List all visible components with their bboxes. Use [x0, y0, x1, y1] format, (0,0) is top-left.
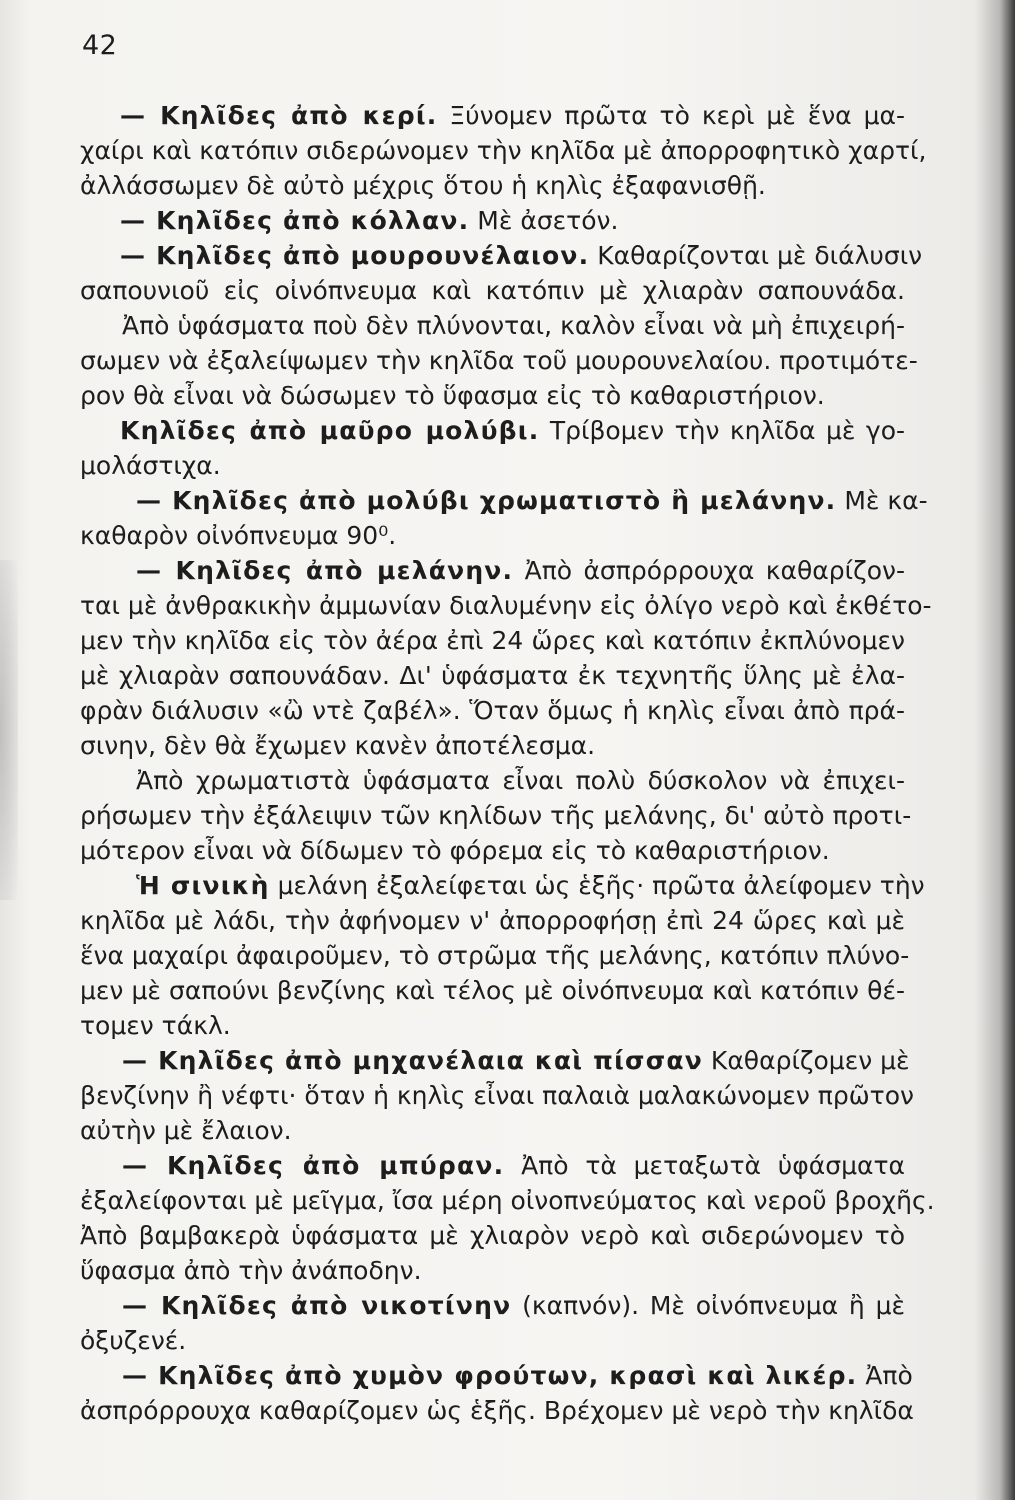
line-text: Μὲ ἀσετόν.: [469, 206, 619, 235]
page-number: 42: [82, 30, 118, 61]
text-line: [80, 168, 905, 203]
text-line: [80, 938, 910, 973]
line-text: μολάστιχα.: [80, 451, 221, 480]
text-line: [80, 1113, 905, 1148]
line-text: αὐτὴν μὲ ἔλαιον.: [80, 1116, 292, 1145]
line-text: τομεν τάκλ.: [80, 1011, 231, 1040]
line-text: ὕφασμα ἀπὸ τὴν ἀνάποδην.: [80, 1256, 422, 1285]
line-text: μελάνη ἐξαλείφεται ὡς ἑξῆς· πρῶτα ἀλείφομεν τὴν: [269, 871, 925, 900]
line-text: Ἀπὸ ὑφάσματα ποὺ δὲν πλύνονται, καλὸν εἶναι νὰ μὴ ἐπιχειρή-: [122, 311, 905, 340]
text-line: [80, 1393, 914, 1428]
line-text: ἀσπρόρρουχα καθαρίζομεν ὡς ἑξῆς. Βρέχομεν μὲ νερὸ τὴν κηλῖδα: [80, 1396, 914, 1425]
text-line: [80, 728, 905, 763]
line-text: Ἀπὸ: [857, 1361, 913, 1390]
text-line: [80, 1218, 905, 1253]
line-text: Ἀπὸ βαμβακερὰ ὑφάσματα μὲ χλιαρὸν νερὸ καὶ σιδερώνομεν τὸ: [80, 1221, 905, 1250]
text-line: [80, 973, 905, 1008]
stain-heading: — Κηλῖδες ἀπὸ μηχανέλαια καὶ πίσσαν: [122, 1046, 703, 1075]
body-text: [80, 98, 935, 1428]
text-line: [80, 1148, 905, 1183]
line-text: Καθαρίζομεν μὲ: [702, 1046, 910, 1075]
text-line: [80, 308, 905, 343]
text-line: [80, 588, 932, 623]
line-text: Μὲ κα-: [836, 486, 928, 515]
line-text: βενζίνην ἢ νέφτι· ὅταν ἡ κηλὶς εἶναι παλαιὰ μαλακώνομεν πρῶτον: [80, 1081, 914, 1110]
text-line: [80, 553, 905, 588]
line-text: ἐξαλείφονται μὲ μεῖγμα, ἴσα μέρη οἰνοπνεύματος καὶ νεροῦ βροχῆς.: [80, 1186, 935, 1215]
stain-heading: — Κηλῖδες ἀπὸ χυμὸν φρούτων, κρασὶ καὶ λικέρ.: [122, 1361, 858, 1390]
line-text: ρήσωμεν τὴν ἐξάλειψιν τῶν κηλίδων τῆς μελάνης, δι' αὐτὸ προτι-: [80, 801, 912, 830]
text-line: [80, 483, 928, 518]
text-line: [80, 1288, 905, 1323]
text-line: [80, 203, 905, 238]
line-text: ται μὲ ἀνθρακικὴν ἀμμωνίαν διαλυμένην εἰς ὀλίγο νερὸ καὶ ἐκθέτο-: [80, 591, 932, 620]
text-line: [80, 693, 905, 728]
line-text: μὲ χλιαρὰν σαπουνάδαν. Δι' ὑφάσματα ἐκ τεχνητῆς ὕλης μὲ ἐλα-: [80, 661, 905, 690]
text-line: [80, 658, 905, 693]
line-text: μεν μὲ σαπούνι βενζίνης καὶ τέλος μὲ οἰνόπνευμα καὶ κατόπιν θέ-: [80, 976, 905, 1005]
line-text: κηλῖδα μὲ λάδι, τὴν ἀφήνομεν ν' ἀπορροφήσῃ ἐπὶ 24 ὥρες καὶ μὲ: [80, 906, 905, 935]
stain-heading: Ἡ σινικὴ: [136, 871, 270, 900]
text-line: [80, 448, 905, 483]
line-text: (καπνόν). Μὲ οἰνόπνευμα ἢ μὲ: [511, 1291, 905, 1320]
text-line: [80, 1008, 905, 1043]
text-line: [80, 1043, 910, 1078]
text-line: [80, 623, 905, 658]
text-line: [80, 1078, 914, 1113]
line-text: σαπουνιοῦ εἰς οἰνόπνευμα καὶ κατόπιν μὲ χλιαρὰν σαπουνάδα.: [80, 276, 905, 305]
line-text: Καθαρίζονται μὲ διάλυσιν: [589, 241, 923, 270]
stain-heading: — Κηλῖδες ἀπὸ μολύβι χρωματιστὸ ἢ μελάνην.: [136, 486, 837, 515]
text-line: [80, 798, 912, 833]
line-text: χαίρι καὶ κατόπιν σιδερώνομεν τὴν κηλῖδα μὲ ἀπορροφητικὸ χαρτί,: [80, 136, 927, 165]
line-text: ἀλλάσσωμεν δὲ αὐτὸ μέχρις ὅτου ἡ κηλὶς ἐξαφανισθῇ.: [80, 171, 766, 200]
text-line: [80, 903, 905, 938]
stain-heading: — Κηλῖδες ἀπὸ νικοτίνην: [122, 1291, 512, 1320]
text-line: [80, 763, 905, 798]
line-text: σινην, δὲν θὰ ἔχωμεν κανὲν ἀποτέλεσμα.: [80, 731, 596, 760]
line-text: ρον θὰ εἶναι νὰ δώσωμεν τὸ ὕφασμα εἰς τὸ καθαριστήριον.: [80, 381, 825, 410]
stain-heading: — Κηλῖδες ἀπὸ κόλλαν.: [120, 206, 470, 235]
line-text: μότερον εἶναι νὰ δίδωμεν τὸ φόρεμα εἰς τὸ καθαριστήριον.: [80, 836, 830, 865]
text-line: [80, 238, 923, 273]
line-text: μεν τὴν κηλῖδα εἰς τὸν ἀέρα ἐπὶ 24 ὥρες καὶ κατόπιν ἐκπλύνομεν: [80, 626, 905, 655]
stain-heading: Κηλῖδες ἀπὸ μαῦρο μολύβι.: [120, 416, 540, 445]
line-text: Ἀπὸ ἀσπρόρρουχα καθαρίζον-: [513, 556, 905, 585]
text-line: [80, 833, 905, 868]
line-text: σωμεν νὰ ἐξαλείψωμεν τὴν κηλῖδα τοῦ μουρουνελαίου. προτιμότε-: [80, 346, 918, 375]
text-line: [80, 133, 927, 168]
line-text: φρὰν διάλυσιν «ὢ ντὲ ζαβέλ». Ὅταν ὅμως ἡ κηλὶς εἶναι ἀπὸ πρά-: [80, 696, 905, 725]
line-text: καθαρὸν οἰνόπνευμα 90⁰.: [80, 521, 397, 550]
text-line: [80, 1358, 913, 1393]
text-line: [80, 1253, 905, 1288]
text-line: [80, 273, 905, 308]
stain-heading: — Κηλῖδες ἀπὸ κερί.: [120, 101, 438, 130]
text-line: [80, 1183, 935, 1218]
text-line: [80, 518, 905, 553]
text-line: [80, 343, 918, 378]
line-text: Ἀπὸ τὰ μεταξωτὰ ὑφάσματα: [504, 1151, 905, 1180]
line-text: Ξύνομεν πρῶτα τὸ κερὶ μὲ ἕνα μα-: [437, 101, 905, 130]
text-line: [80, 868, 925, 903]
stain-heading: — Κηλῖδες ἀπὸ μουρουνέλαιον.: [120, 241, 590, 270]
text-line: [80, 1323, 905, 1358]
line-text: ἕνα μαχαίρι ἀφαιροῦμεν, τὸ στρῶμα τῆς μελάνης, κατόπιν πλύνο-: [80, 941, 910, 970]
page-shadow: [0, 560, 18, 900]
stain-heading: — Κηλῖδες ἀπὸ μελάνην.: [136, 556, 514, 585]
text-line: [80, 98, 905, 133]
line-text: Ἀπὸ χρωματιστὰ ὑφάσματα εἶναι πολὺ δύσκολον νὰ ἐπιχει-: [136, 766, 905, 795]
stain-heading: — Κηλῖδες ἀπὸ μπύραν.: [122, 1151, 505, 1180]
text-line: [80, 378, 905, 413]
line-text: Τρίβομεν τὴν κηλῖδα μὲ γο-: [539, 416, 906, 445]
line-text: ὀξυζενέ.: [80, 1326, 187, 1355]
text-line: [80, 413, 905, 448]
